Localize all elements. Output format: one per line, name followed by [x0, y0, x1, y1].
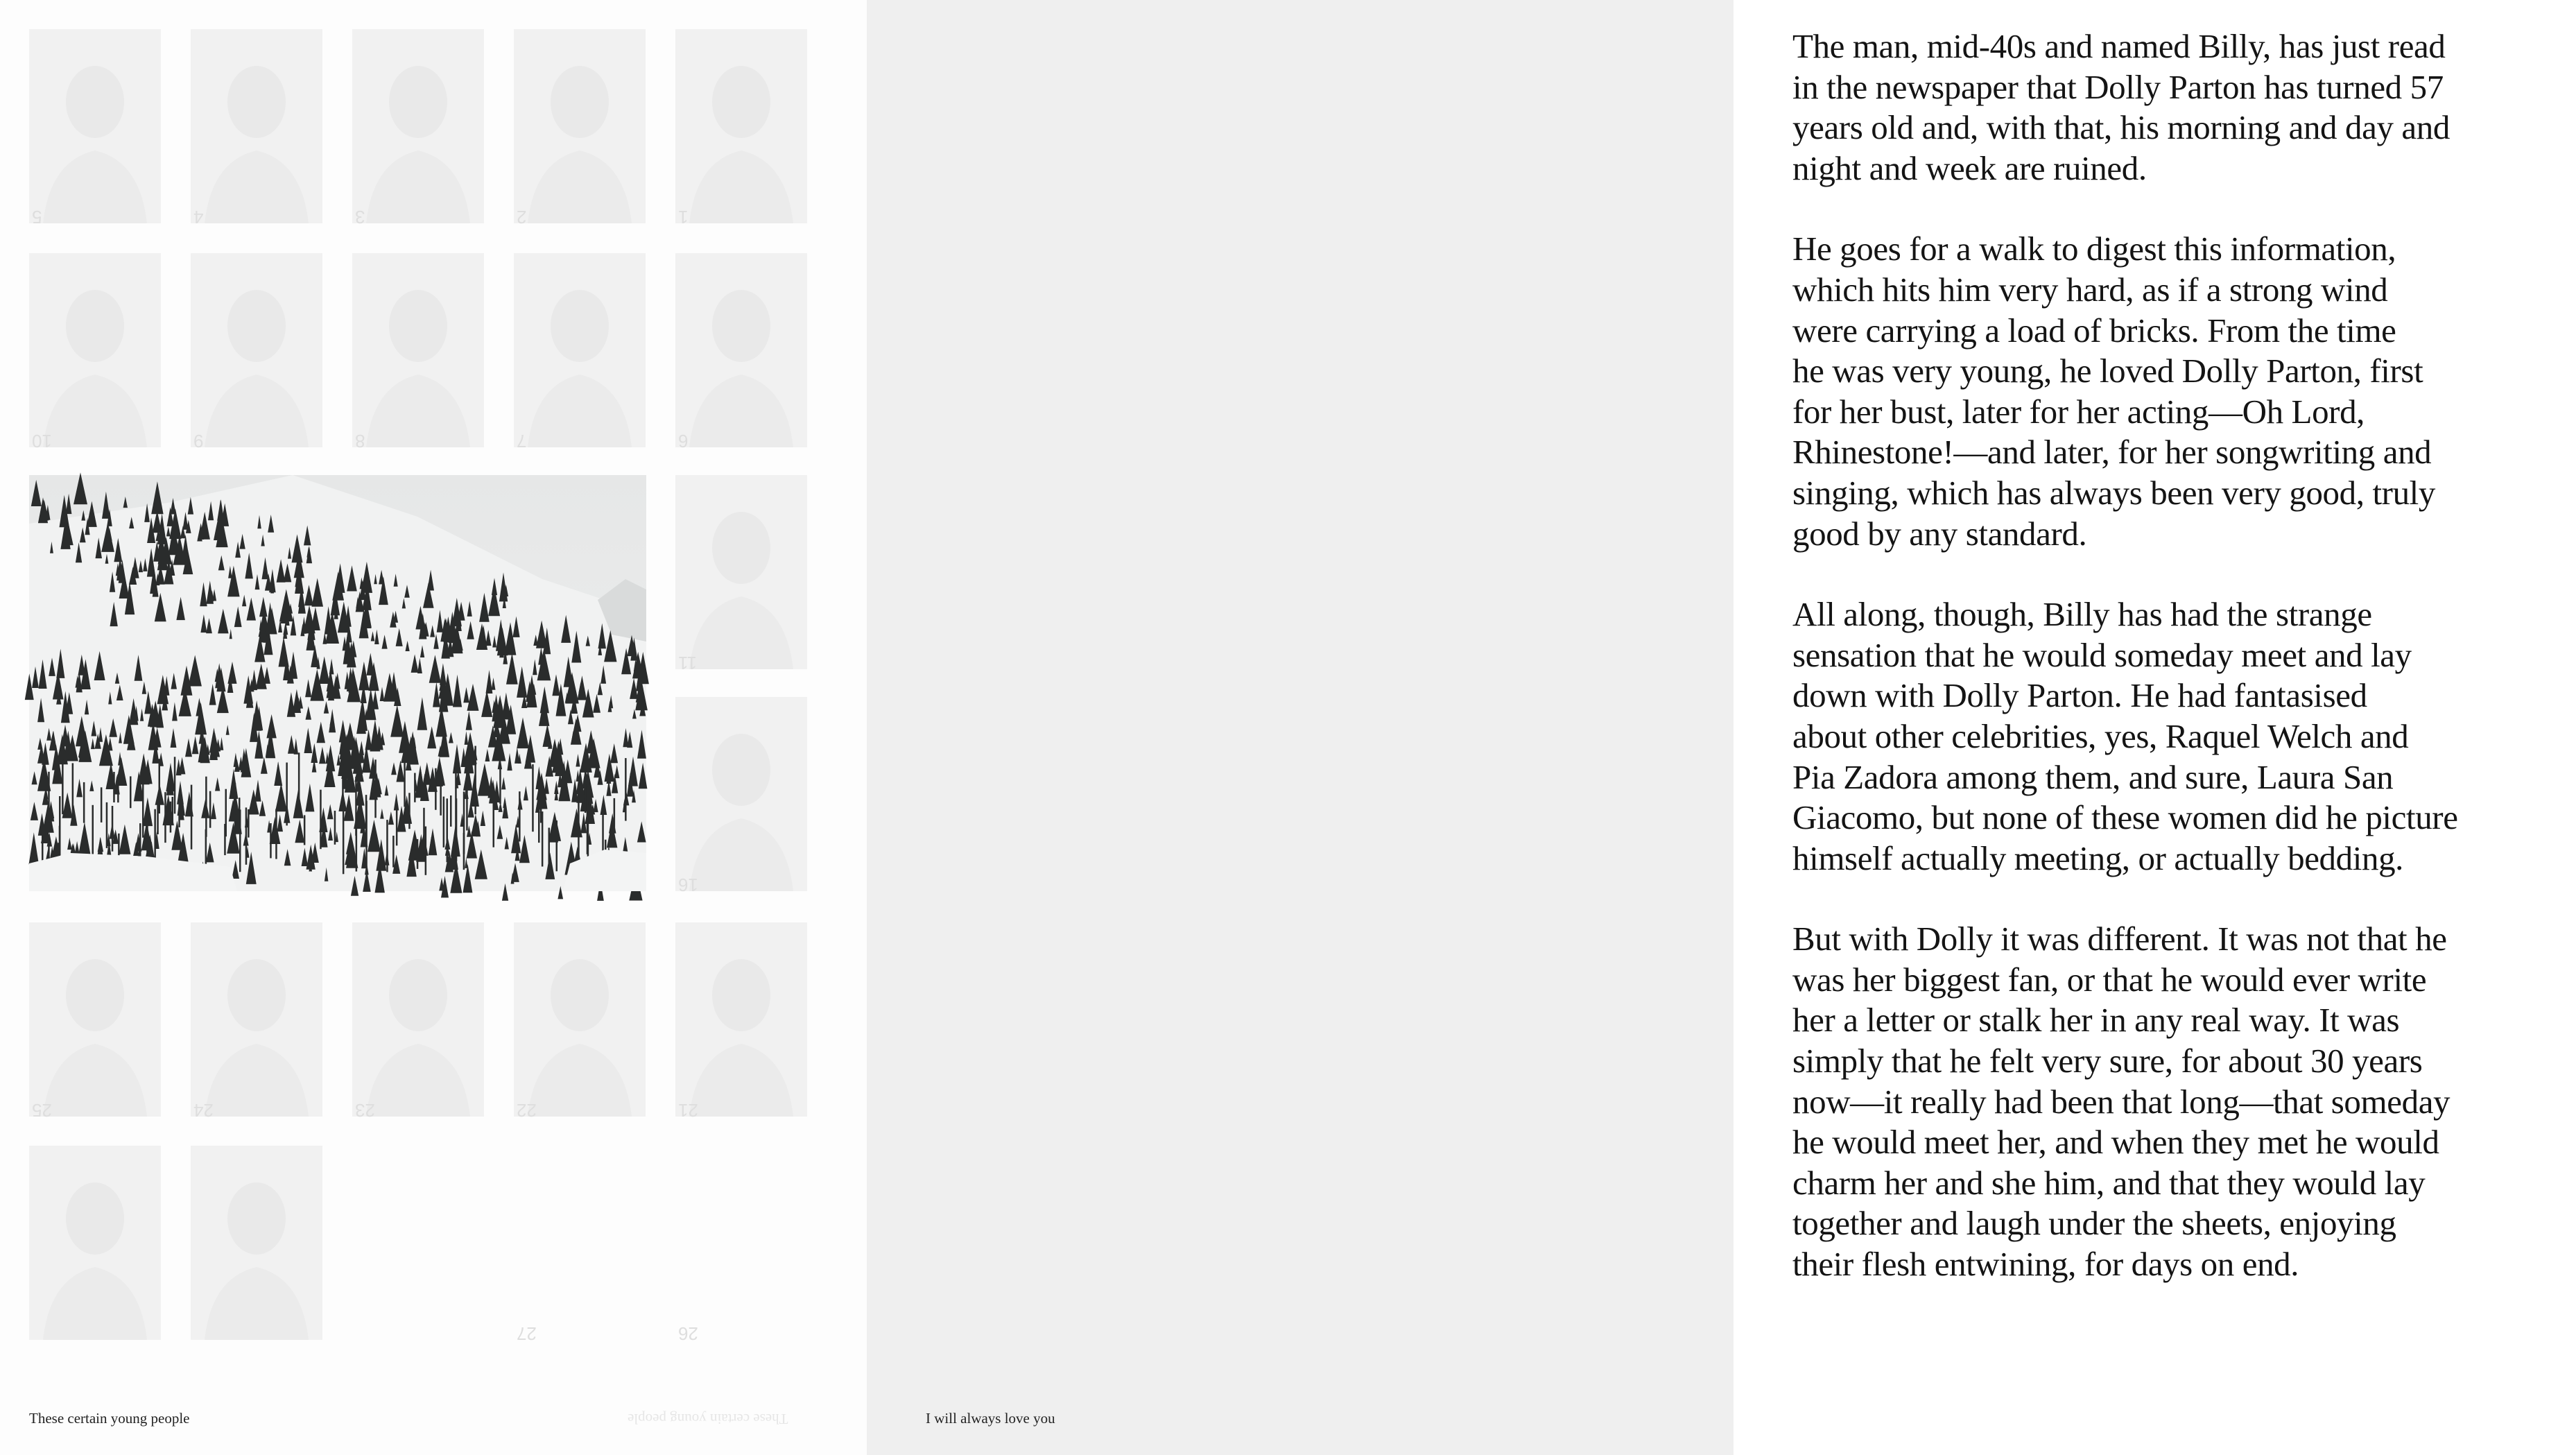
- story-line: he was very young, he loved Dolly Parton, first: [1792, 352, 2423, 390]
- thumbnail-number: 16: [678, 875, 698, 895]
- thumbnail-number: 9: [193, 431, 204, 451]
- story-line: singing, which has always been very good, truly: [1792, 473, 2435, 512]
- thumbnail-number: 27: [517, 1323, 537, 1344]
- story-line: sensation that he would someday meet and lay: [1792, 635, 2412, 674]
- portrait-thumbnail: [514, 29, 646, 223]
- story-line: he would meet her, and when they met he would: [1792, 1123, 2439, 1162]
- mirrored-caption: These certain young people: [628, 1411, 788, 1427]
- left-caption: These certain young people: [29, 1410, 190, 1427]
- thumbnail-number: 3: [355, 207, 365, 227]
- portrait-thumbnail: [191, 1146, 322, 1340]
- story-line: Rhinestone!—and later, for her songwriting and: [1792, 433, 2432, 472]
- thumbnail-number: 26: [678, 1323, 698, 1344]
- story-line: about other celebrities, yes, Raquel Welch and: [1792, 716, 2409, 755]
- portrait-thumbnail: [675, 29, 807, 223]
- thumbnail-number: 11: [678, 653, 697, 673]
- portrait-thumbnail: [514, 253, 646, 447]
- story-paragraph: [1792, 229, 2576, 554]
- portrait-thumbnail: [352, 29, 484, 223]
- story-line: were carrying a load of bricks. From the time: [1792, 311, 2396, 350]
- story-line: down with Dolly Parton. He had fantasised: [1792, 676, 2367, 715]
- story-line: in the newspaper that Dolly Parton has turned 57: [1792, 67, 2444, 106]
- portrait-thumbnail: [191, 922, 322, 1121]
- portrait-thumbnail: [191, 29, 322, 223]
- story-line: years old and, with that, his morning and day and: [1792, 108, 2450, 147]
- story-line: All along, though, Billy has had the strange: [1792, 595, 2372, 634]
- thumbnail-number: 6: [678, 431, 689, 451]
- story-line: simply that he felt very sure, for about 30 years: [1792, 1042, 2423, 1081]
- story-paragraph: [1792, 26, 2576, 189]
- portrait-thumbnail: [29, 253, 161, 447]
- snowy-forest-slope-image: [29, 475, 646, 891]
- thumbnail-number: 4: [193, 207, 204, 227]
- portrait-thumbnail: [675, 922, 807, 1121]
- thumbnail-number: 23: [355, 1100, 375, 1121]
- story-line: He goes for a walk to digest this information,: [1792, 230, 2396, 268]
- story-line: now—it really had been that long—that someday: [1792, 1082, 2450, 1121]
- thumbnail-number: 1: [678, 207, 689, 227]
- story-line: her a letter or stalk her in any real way. It was: [1792, 1001, 2400, 1040]
- thumbnail-number: 7: [517, 431, 527, 451]
- snowy-mountain-photo: [29, 475, 646, 891]
- thumbnail-number: 25: [32, 1100, 52, 1121]
- thumbnail-number: 10: [32, 431, 52, 451]
- thumbnail-number: 21: [678, 1100, 698, 1121]
- story-paragraph: [1792, 919, 2576, 1284]
- thumbnail-number: 22: [517, 1100, 537, 1121]
- story-line: The man, mid-40s and named Billy, has just read: [1792, 27, 2446, 65]
- right-caption: I will always love you: [926, 1410, 1055, 1427]
- portrait-thumbnail: [352, 253, 484, 447]
- story-line: for her bust, later for her acting—Oh Lord,: [1792, 392, 2365, 431]
- story-line: together and laugh under the sheets, enjoying: [1792, 1204, 2396, 1243]
- story-line: which hits him very hard, as if a strong wind: [1792, 270, 2388, 309]
- story-line: Pia Zadora among them, and sure, Laura San: [1792, 757, 2394, 796]
- right-page: [867, 0, 2458, 1455]
- story-line: Giacomo, but none of these women did he picture: [1792, 798, 2458, 837]
- story-line: good by any standard.: [1792, 514, 2087, 553]
- portrait-thumbnail: [191, 253, 322, 447]
- portrait-thumbnail: [29, 29, 161, 223]
- story-line: charm her and she him, and that they would lay: [1792, 1163, 2426, 1202]
- portrait-thumbnail: [29, 1146, 161, 1340]
- portrait-thumbnail: [29, 922, 161, 1121]
- left-page: [0, 0, 867, 1455]
- story-paragraph: [1792, 594, 2576, 879]
- story-line: was her biggest fan, or that he would ever write: [1792, 960, 2427, 999]
- story-line: night and week are ruined.: [1792, 148, 2147, 187]
- thumbnail-number: 8: [355, 431, 365, 451]
- thumbnail-number: 5: [32, 207, 42, 227]
- portrait-thumbnail: [675, 475, 807, 669]
- thumbnail-number: 24: [193, 1100, 214, 1121]
- portrait-thumbnail: [514, 922, 646, 1121]
- portrait-thumbnail: [352, 922, 484, 1121]
- story-line: But with Dolly it was different. It was not that he: [1792, 920, 2447, 958]
- portrait-thumbnail: [675, 253, 807, 447]
- story-text: [1792, 26, 2576, 1325]
- portrait-thumbnail: [675, 697, 807, 891]
- story-line: their flesh entwining, for days on end.: [1792, 1245, 2299, 1284]
- thumbnail-number: 2: [517, 207, 527, 227]
- story-line: himself actually meeting, or actually bedding.: [1792, 838, 2404, 877]
